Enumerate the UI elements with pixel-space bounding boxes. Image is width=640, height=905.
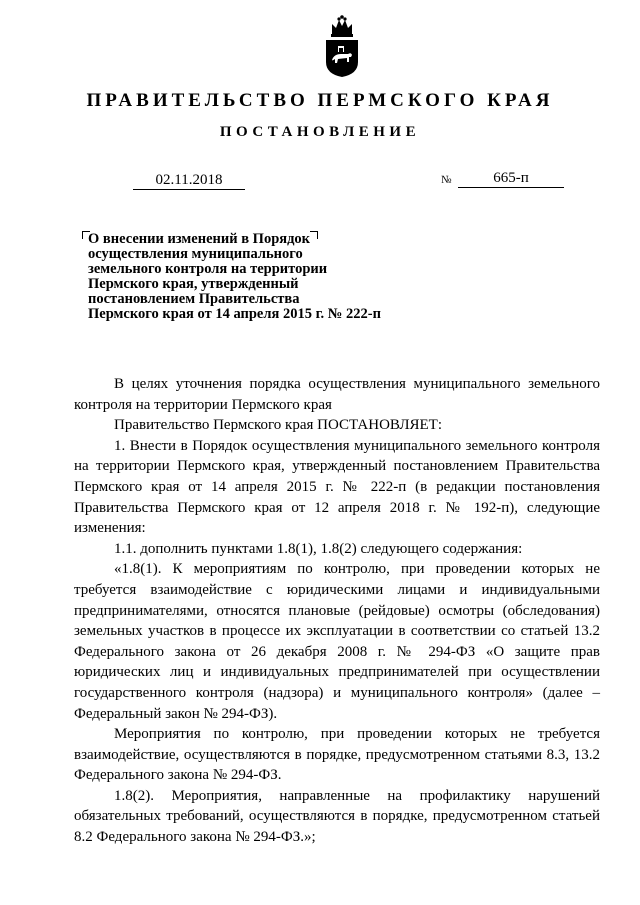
body-paragraph: 1. Внести в Порядок осуществления муниципального земельного контроля на территории Пермского края, утвержденный постановлением Правительства Пермского края от 14 апреля 2015 г. № 222-п (в редакции постановления Правительства Пермского края от 12 апреля 2018 г. № 192-п), следующие изменения: <box>74 437 600 537</box>
subject-line: Пермского края от 14 апреля 2015 г. № 222-п <box>88 306 381 322</box>
subject-line: осуществления муниципального <box>88 246 303 262</box>
subject-line: постановлением Правительства <box>88 291 300 307</box>
body-paragraph: 1.1. дополнить пунктами 1.8(1), 1.8(2) следующего содержания: <box>114 540 523 557</box>
subject-line: Пермского края, утвержденный <box>88 276 299 292</box>
subject-line: О внесении изменений в Порядок <box>88 231 311 247</box>
government-title: ПРАВИТЕЛЬСТВО ПЕРМСКОГО КРАЯ <box>86 90 554 111</box>
body-paragraph: «1.8(1). К мероприятиям по контролю, при проведении которых не требуется взаимодействие с юридическими лицами и индивидуальными предпринимателями, относятся плановые (рейдовые) осмотры (обследования) земельных участков в процессе их эксплуатации в соответствии со статьей 13.2 Федерального закона от 26 декабря 2008 г. № 294-ФЗ «О защите прав юридических лиц и индивидуальных предпринимателей при осуществлении государственного контроля (надзора) и муниципального контроля» (далее – Федеральный закон № 294-ФЗ). <box>74 561 600 722</box>
body-paragraph: В целях уточнения порядка осуществления муниципального земельного контроля на территории Пермского края <box>74 376 600 413</box>
number-sign: № <box>441 174 452 186</box>
body-paragraph: Правительство Пермского края ПОСТАНОВЛЯЕТ: <box>114 417 443 434</box>
document-type: ПОСТАНОВЛЕНИЕ <box>219 124 421 140</box>
document-date: 02.11.2018 <box>133 172 245 190</box>
body-paragraph: Мероприятия по контролю, при проведении которых не требуется взаимодействие, осуществляются в порядке, предусмотренном статьями 8.3, 13.2 Федерального закона № 294-ФЗ. <box>74 726 600 784</box>
document-subject <box>88 232 388 322</box>
document-number: 665-п <box>458 170 564 188</box>
coat-of-arms-icon <box>322 14 362 78</box>
subject-line: земельного контроля на территории <box>88 261 328 277</box>
body-paragraph: 1.8(2). Мероприятия, направленные на профилактику нарушений обязательных требований, осуществляются в порядке, предусмотренном статьей 8.2 Федерального закона № 294-ФЗ.»; <box>74 787 600 846</box>
document-body <box>74 374 600 848</box>
